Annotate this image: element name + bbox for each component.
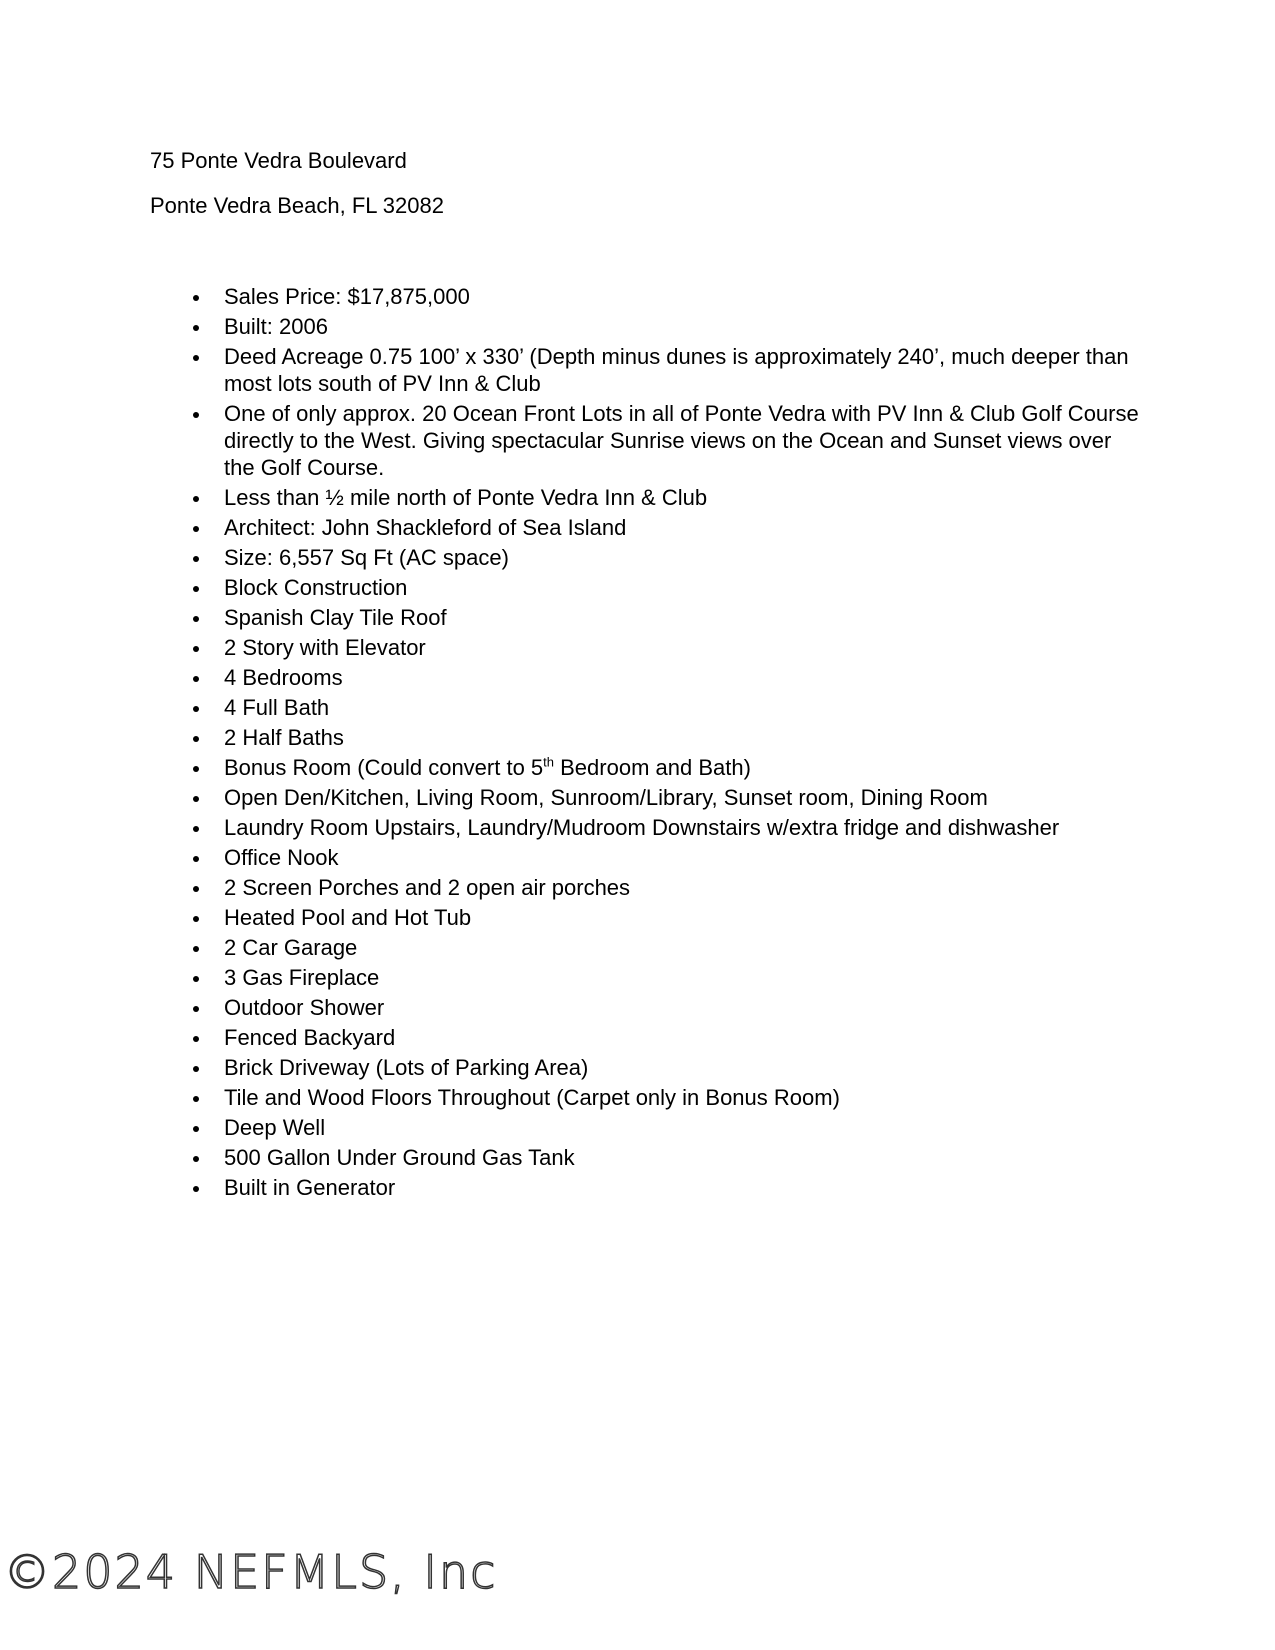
feature-text: Fenced Backyard	[224, 1025, 396, 1050]
feature-item	[150, 400, 1140, 481]
feature-item	[150, 574, 1140, 601]
feature-item	[150, 1054, 1140, 1081]
feature-item	[150, 784, 1140, 811]
feature-item	[150, 1114, 1140, 1141]
feature-item	[150, 604, 1140, 631]
property-features-list	[150, 283, 1140, 1204]
bullet-icon	[190, 664, 202, 691]
feature-text: 3 Gas Fireplace	[224, 965, 380, 990]
bullet-icon	[190, 313, 202, 340]
feature-item	[150, 694, 1140, 721]
feature-item	[150, 664, 1140, 691]
feature-item	[150, 754, 1140, 781]
feature-text: Heated Pool and Hot Tub	[224, 905, 472, 930]
feature-text: Brick Driveway (Lots of Parking Area)	[224, 1055, 589, 1080]
bullet-icon	[190, 754, 202, 781]
feature-item	[150, 904, 1140, 931]
feature-item	[150, 724, 1140, 751]
address-street: 75 Ponte Vedra Boulevard	[150, 148, 407, 173]
feature-text: Deed Acreage 0.75 100’ x 330’ (Depth minus dunes is approximately 240’, much deeper than most lots south of PV Inn & Club	[224, 344, 1129, 396]
bullet-icon	[190, 904, 202, 931]
feature-item	[150, 514, 1140, 541]
feature-text: 500 Gallon Under Ground Gas Tank	[224, 1145, 575, 1170]
feature-text: 2 Half Baths	[224, 725, 344, 750]
feature-item	[150, 544, 1140, 571]
feature-text: Office Nook	[224, 845, 339, 870]
bullet-icon	[190, 1144, 202, 1171]
feature-text: Built: 2006	[224, 314, 328, 339]
feature-item	[150, 343, 1140, 397]
bullet-icon	[190, 814, 202, 841]
bullet-icon	[190, 1174, 202, 1201]
bullet-icon	[190, 724, 202, 751]
bullet-icon	[190, 964, 202, 991]
bullet-icon	[190, 994, 202, 1021]
feature-text: Built in Generator	[224, 1175, 396, 1200]
bullet-icon	[190, 634, 202, 661]
feature-text: One of only approx. 20 Ocean Front Lots in all of Ponte Vedra with PV Inn & Club Golf Course directly to the West. Giving spectacular Sunrise views on the Ocean and Sunset views over the Golf Course.	[224, 401, 1139, 480]
bullet-icon	[190, 544, 202, 571]
feature-item	[150, 814, 1140, 841]
feature-item	[150, 283, 1140, 310]
feature-text: 4 Full Bath	[224, 695, 330, 720]
feature-item	[150, 1144, 1140, 1171]
feature-text: Laundry Room Upstairs, Laundry/Mudroom Downstairs w/extra fridge and dishwasher	[224, 815, 1060, 840]
feature-text: 2 Car Garage	[224, 935, 358, 960]
feature-item	[150, 964, 1140, 991]
feature-item	[150, 1084, 1140, 1111]
bullet-icon	[190, 694, 202, 721]
feature-text: Size: 6,557 Sq Ft (AC space)	[224, 545, 509, 570]
bullet-icon	[190, 283, 202, 310]
feature-text: Less than ½ mile north of Ponte Vedra Inn & Club	[224, 485, 708, 510]
bullet-icon	[190, 934, 202, 961]
address-city-state-zip: Ponte Vedra Beach, FL 32082	[150, 193, 444, 218]
bullet-icon	[190, 844, 202, 871]
feature-text: Open Den/Kitchen, Living Room, Sunroom/Library, Sunset room, Dining Room	[224, 785, 988, 810]
copyright-watermark: ©2024 NEFMLS, Inc	[4, 1545, 498, 1599]
feature-text: Tile and Wood Floors Throughout (Carpet only in Bonus Room)	[224, 1085, 840, 1110]
bullet-icon	[190, 1084, 202, 1111]
bullet-icon	[190, 1114, 202, 1141]
bullet-icon	[190, 343, 202, 370]
feature-item	[150, 874, 1140, 901]
feature-text: 4 Bedrooms	[224, 665, 343, 690]
feature-item	[150, 1174, 1140, 1201]
feature-item	[150, 934, 1140, 961]
bullet-icon	[190, 400, 202, 427]
feature-text: Architect: John Shackleford of Sea Island	[224, 515, 627, 540]
bullet-icon	[190, 1024, 202, 1051]
bullet-icon	[190, 604, 202, 631]
feature-text: Sales Price: $17,875,000	[224, 284, 470, 309]
feature-text: Deep Well	[224, 1115, 326, 1140]
feature-item	[150, 484, 1140, 511]
feature-superscript: th	[543, 754, 555, 770]
feature-text: Outdoor Shower	[224, 995, 385, 1020]
bullet-icon	[190, 874, 202, 901]
feature-text: Spanish Clay Tile Roof	[224, 605, 447, 630]
feature-text-continued: Bedroom and Bath)	[554, 755, 751, 780]
feature-item	[150, 994, 1140, 1021]
feature-text: Bonus Room (Could convert to 5	[224, 755, 544, 780]
feature-text: 2 Screen Porches and 2 open air porches	[224, 875, 631, 900]
feature-item	[150, 634, 1140, 661]
bullet-icon	[190, 1054, 202, 1081]
bullet-icon	[190, 484, 202, 511]
feature-item	[150, 844, 1140, 871]
bullet-icon	[190, 514, 202, 541]
feature-item	[150, 1024, 1140, 1051]
bullet-icon	[190, 784, 202, 811]
feature-text: Block Construction	[224, 575, 408, 600]
bullet-icon	[190, 574, 202, 601]
property-address	[150, 148, 444, 238]
feature-item	[150, 313, 1140, 340]
feature-text: 2 Story with Elevator	[224, 635, 426, 660]
